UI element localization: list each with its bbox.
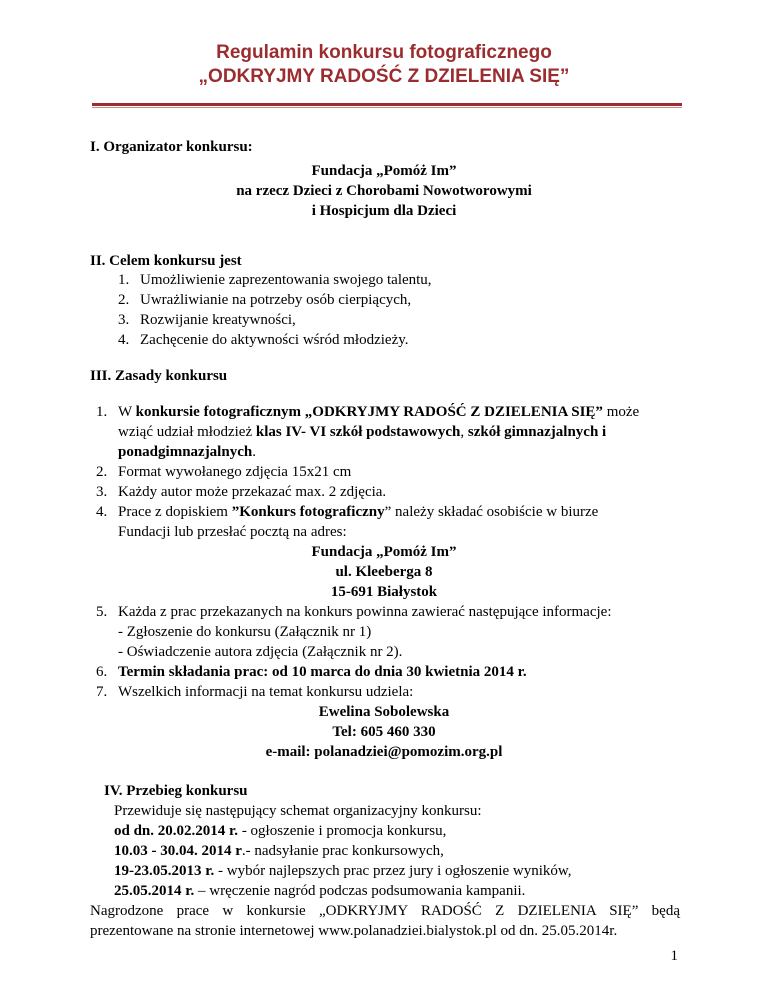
goal-item: 3. Rozwijanie kreatywności, <box>118 312 296 328</box>
rule-item-6: 6. Termin składania prac: od 10 marca do dnia 30 kwietnia 2014 r. <box>96 664 527 680</box>
rule-item-4: 4. Prace z dopiskiem ”Konkurs fotograficzny” należy składać osobiście w biurze <box>96 504 599 520</box>
document-title-line2: „ODKRYJMY RADOŚĆ Z DZIELENIA SIĘ” <box>198 66 570 87</box>
schedule-row: 25.05.2014 r. – wręczenie nagród podczas podsumowania kampanii. <box>114 883 526 899</box>
page-number: 1 <box>670 948 678 964</box>
goal-item: 4. Zachęcenie do aktywności wśród młodzieży. <box>118 332 409 348</box>
address-name: Fundacja „Pomóż Im” <box>311 544 457 560</box>
goal-item: 1. Umożliwienie zaprezentowania swojego talentu, <box>118 272 432 288</box>
schedule-row: 10.03 - 30.04. 2014 r.- nadsyłanie prac konkursowych, <box>114 843 444 859</box>
title-rule-thin <box>92 107 682 108</box>
organizer-line3: i Hospicjum dla Dzieci <box>311 203 457 219</box>
contact-phone: Tel: 605 460 330 <box>332 724 436 740</box>
address-street: ul. Kleeberga 8 <box>335 564 433 580</box>
rule-item-2: 2. Format wywołanego zdjęcia 15x21 cm <box>96 464 352 480</box>
rule-item-1-line3: ponadgimnazjalnych. <box>118 444 256 460</box>
rule-item-1-line2: wziąć udział młodzież klas IV- VI szkół podstawowych, szkół gimnazjalnych i <box>118 424 607 440</box>
schedule-row: 19-23.05.2013 r. - wybór najlepszych prac przez jury i ogłoszenie wyników, <box>114 863 572 879</box>
rule-item-4-line2: Fundacji lub przesłać pocztą na adres: <box>118 524 347 540</box>
schedule-intro: Przewiduje się następujący schemat organizacyjny konkursu: <box>114 803 482 819</box>
rule-item-5-sub2: - Oświadczenie autora zdjęcia (Załącznik nr 2). <box>118 644 403 660</box>
document-title-line1: Regulamin konkursu fotograficznego <box>216 42 552 63</box>
goal-item: 2. Uwrażliwianie na potrzeby osób cierpiących, <box>118 292 412 308</box>
contact-name: Ewelina Sobolewska <box>318 704 450 720</box>
title-rule <box>92 103 682 106</box>
rule-item-7: 7. Wszelkich informacji na temat konkursu udziela: <box>96 684 414 700</box>
contact-email: e-mail: polanadziei@pomozim.org.pl <box>265 744 503 760</box>
section4-heading: IV. Przebieg konkursu <box>104 783 248 799</box>
section2-heading: II. Celem konkursu jest <box>90 253 242 269</box>
address-city: 15-691 Białystok <box>330 584 438 600</box>
organizer-name: Fundacja „Pomóż Im” <box>311 163 457 179</box>
closing-line2: prezentowane na stronie internetowej www.polanadziei.bialystok.pl od dn. 25.05.2014r. <box>90 923 618 939</box>
section1-heading: I. Organizator konkursu: <box>90 139 253 155</box>
rule-item-3: 3. Każdy autor może przekazać max. 2 zdjęcia. <box>96 484 387 500</box>
rule-item-1-line1: 1. W konkursie fotograficznym „ODKRYJMY RADOŚĆ Z DZIELENIA SIĘ” może <box>96 404 640 420</box>
rule-item-5-sub1: - Zgłoszenie do konkursu (Załącznik nr 1) <box>118 624 372 640</box>
closing-line1: Nagrodzone prace w konkursie „ODKRYJMY RADOŚĆ Z DZIELENIA SIĘ” będą <box>90 903 680 919</box>
rule-item-5: 5. Każda z prac przekazanych na konkurs powinna zawierać następujące informacje: <box>96 604 612 620</box>
schedule-row: od dn. 20.02.2014 r. - ogłoszenie i promocja konkursu, <box>114 823 447 839</box>
organizer-line2: na rzecz Dzieci z Chorobami Nowotworowymi <box>236 183 532 199</box>
section3-heading: III. Zasady konkursu <box>90 368 228 384</box>
